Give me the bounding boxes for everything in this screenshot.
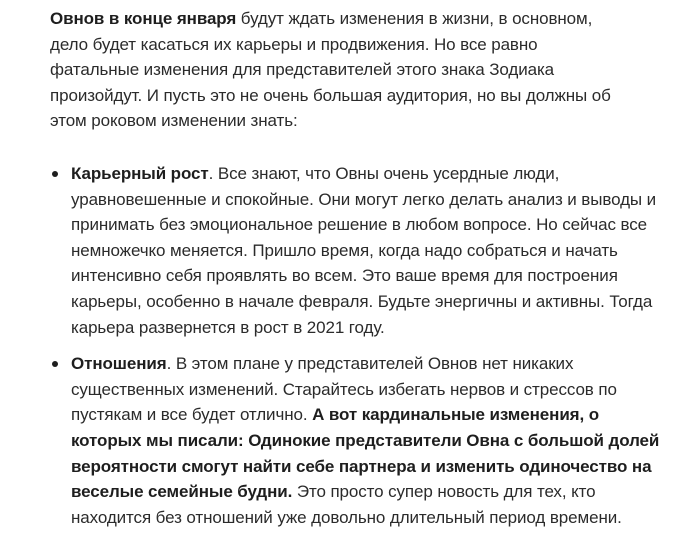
relationships-bold-highlight: А вот кардинальные изменения, о которых мы писали: Одинокие представители Овна с большой долей вероятности смогут найти себе партнера и изменить одиночество на веселые семейные будни. bbox=[71, 405, 660, 502]
relationships-paragraph bbox=[71, 351, 665, 530]
relationships-heading: Отношения bbox=[71, 354, 167, 374]
career-text: . Все знают, что Овны очень усердные люди, уравновешенные и спокойные. Они могут легко делать анализ и выводы и принимать без эмоциональное решение в любом вопросе. Но сейчас все немножечко меняется. Пришло время, когда надо собраться и начать интенсивно себя проявлять во всем. Это ваше время для построения карьеры, особенно в начале февраля. Будьте энергичны и активны. Тогда карьера развернется в рост в 2021 году. bbox=[71, 163, 657, 337]
relationships-closing-text: Это просто супер новость для тех, кто находится без отношений уже довольно длительный период времени. bbox=[71, 482, 622, 527]
bullet-list bbox=[50, 161, 676, 530]
intro-paragraph bbox=[50, 6, 626, 134]
relationships-text: . В этом плане у представителей Овнов нет никаких существенных изменений. Старайтесь избегать нервов и стрессов по пустякам и все будет отлично. bbox=[71, 354, 617, 425]
list-item-career bbox=[50, 161, 665, 340]
list-item-relationships bbox=[50, 351, 665, 530]
career-heading: Карьерный рост bbox=[71, 163, 209, 183]
career-paragraph bbox=[71, 161, 665, 340]
intro-text: будут ждать изменения в жизни, в основном, дело будет касаться их карьеры и продвижения. Но все равно фатальные изменения для представителей этого знака Зодиака произойдут. И пусть это не очень большая аудитория, но вы должны об этом роковом изменении знать: bbox=[50, 9, 611, 131]
intro-bold-lead: Овнов в конце января bbox=[50, 9, 237, 28]
bullet-dot-icon bbox=[52, 171, 58, 177]
bullet-dot-icon bbox=[52, 361, 58, 367]
